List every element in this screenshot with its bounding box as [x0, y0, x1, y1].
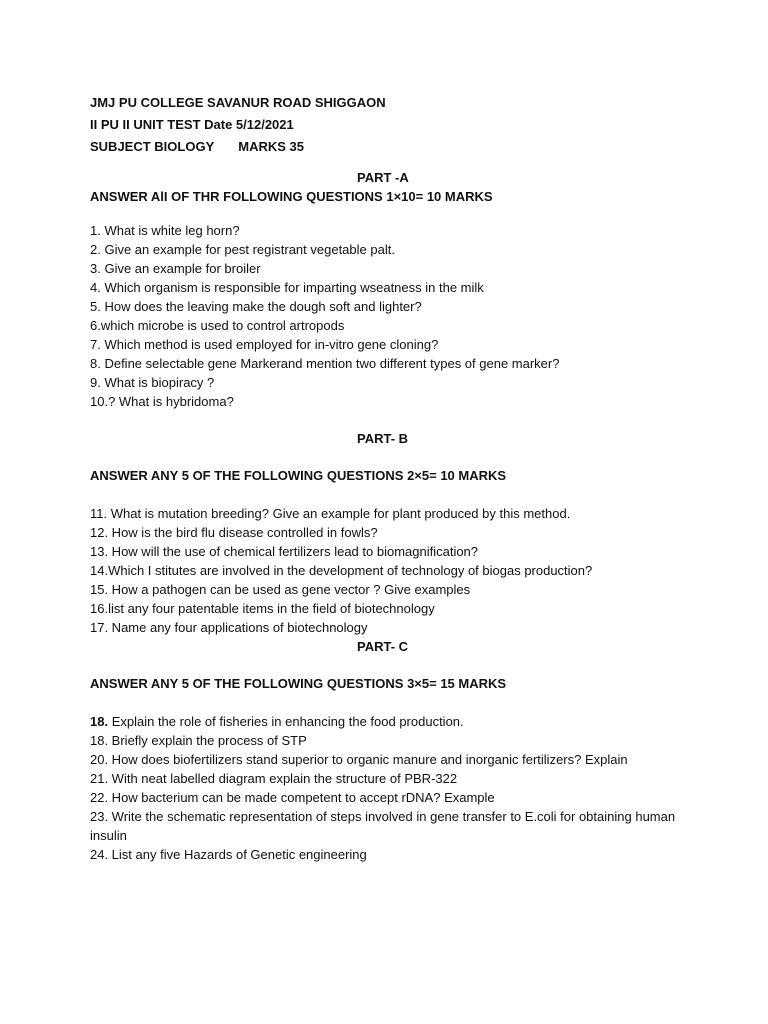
question-item: 17. Name any four applications of biotechnology	[90, 620, 368, 635]
part-a-questions	[90, 221, 750, 411]
question-item: 24. List any five Hazards of Genetic engineering	[90, 847, 367, 862]
question-item: 9. What is biopiracy ?	[90, 375, 215, 390]
question-paper	[90, 92, 750, 864]
question-item: 3. Give an example for broiler	[90, 261, 261, 276]
question-item: 18. Briefly explain the process of STP	[90, 733, 307, 748]
question-item: 16.list any four patentable items in the field of biotechnology	[90, 601, 435, 616]
question-item: 2. Give an example for pest registrant vegetable palt.	[90, 242, 395, 257]
part-c-questions	[90, 712, 750, 864]
question-item: 1. What is white leg horn?	[90, 223, 240, 238]
part-c-instruction: ANSWER ANY 5 OF THE FOLLOWING QUESTIONS 3×5= 15 MARKS	[90, 676, 507, 691]
question-text: Explain the role of fisheries in enhancing the food production.	[108, 714, 464, 729]
question-item: 5. How does the leaving make the dough soft and lighter?	[90, 299, 422, 314]
part-b-instruction: ANSWER ANY 5 OF THE FOLLOWING QUESTIONS 2×5= 10 MARKS	[90, 468, 507, 483]
total-marks: MARKS 35	[238, 139, 304, 154]
question-item: 4. Which organism is responsible for imparting wseatness in the milk	[90, 280, 484, 295]
college-name: JMJ PU COLLEGE SAVANUR ROAD SHIGGAON	[90, 95, 386, 110]
question-item: 8. Define selectable gene Markerand mention two different types of gene marker?	[90, 356, 560, 371]
part-a-title: PART -A	[357, 170, 409, 185]
question-item: 7. Which method is used employed for in-vitro gene cloning?	[90, 337, 439, 352]
subject-label: SUBJECT BIOLOGY	[90, 139, 215, 154]
part-a-instruction: ANSWER AlI OF THR FOLLOWING QUESTIONS 1×10= 10 MARKS	[90, 189, 493, 204]
part-b-questions	[90, 504, 750, 637]
part-b-title: PART- B	[357, 431, 409, 446]
question-item	[90, 712, 750, 731]
question-item: 12. How is the bird flu disease controlled in fowls?	[90, 525, 378, 540]
question-item: 10.? What is hybridoma?	[90, 394, 234, 409]
question-item: 14.Which I stitutes are involved in the development of technology of biogas production?	[90, 563, 593, 578]
subject-line	[90, 136, 750, 158]
question-number: 18.	[90, 714, 109, 729]
question-item: 13. How will the use of chemical fertilizers lead to biomagnification?	[90, 544, 479, 559]
question-item: 21. With neat labelled diagram explain the structure of PBR-322	[90, 771, 458, 786]
question-item: 15. How a pathogen can be used as gene vector ? Give examples	[90, 582, 471, 597]
question-item: 11. What is mutation breeding? Give an example for plant produced by this method.	[90, 506, 571, 521]
question-item: 23. Write the schematic representation of steps involved in gene transfer to E.coli for obtaining human insulin	[90, 809, 676, 843]
question-item: 22. How bacterium can be made competent to accept rDNA? Example	[90, 790, 495, 805]
part-c-title: PART- C	[357, 639, 409, 654]
question-item: 6.which microbe is used to control artropods	[90, 318, 345, 333]
test-info: II PU II UNIT TEST Date 5/12/2021	[90, 117, 294, 132]
question-item: 20. How does biofertilizers stand superior to organic manure and inorganic fertilizers? Explain	[90, 752, 628, 767]
